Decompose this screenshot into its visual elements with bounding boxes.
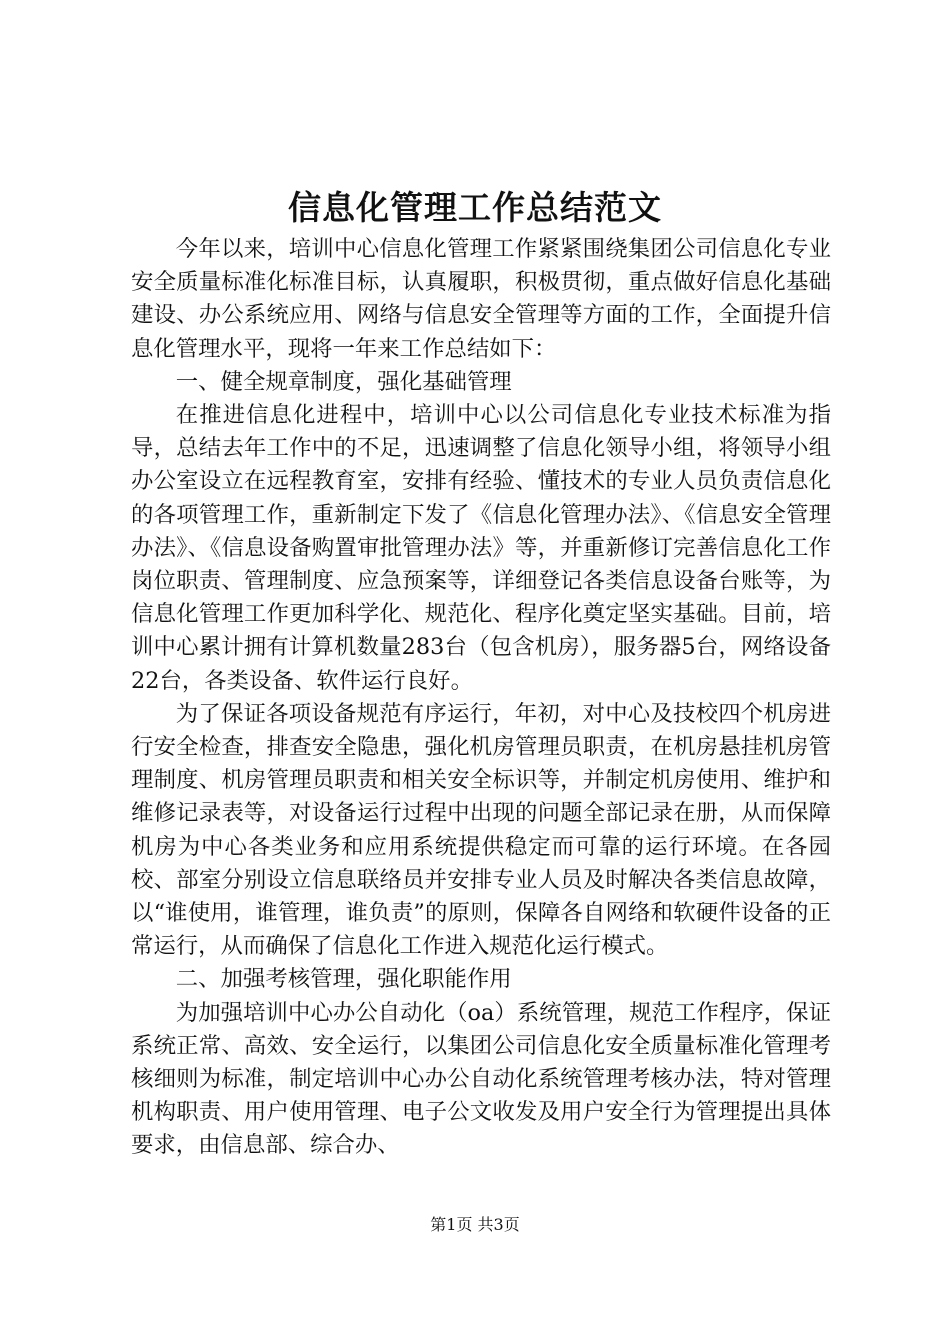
intro-paragraph: 今年以来，培训中心信息化管理工作紧紧围绕集团公司信息化专业安全质量标准化标准目标，认真履职，积极贯彻，重点做好信息化基础建设、办公系统应用、网络与信息安全管理等方面的工作，全面提升信息化管理水平，现将一年来工作总结如下：	[131, 236, 831, 362]
section-2-paragraph-1: 为加强培训中心办公自动化（oa）系统管理，规范工作程序，保证系统正常、高效、安全运行，以集团公司信息化安全质量标准化管理考核细则为标准，制定培训中心办公自动化系统管理考核办法，特对管理机构职责、用户使用管理、电子公文收发及用户安全行为管理提出具体要求，由信息部、综合办、	[131, 999, 831, 1159]
document-title: 信息化管理工作总结范文	[288, 188, 662, 227]
document-body	[131, 233, 831, 1163]
section-heading-1: 一、健全规章制度，强化基础管理	[175, 368, 512, 395]
section-1-paragraph-1: 在推进信息化进程中，培训中心以公司信息化专业技术标准为指导，总结去年工作中的不足，迅速调整了信息化领导小组，将领导小组办公室设立在远程教育室，安排有经验、懂技术的专业人员负责信息化的各项管理工作，重新制定下发了《信息化管理办法》、《信息安全管理办法》、《信息设备购置审批管理办法》等，并重新修订完善信息化工作岗位职责、管理制度、应急预案等，详细登记各类信息设备台账等，为信息化管理工作更加科学化、规范化、程序化奠定坚实基础。目前，培训中心累计拥有计算机数量283台（包含机房），服务器5台，网络设备22台，各类设备、软件运行良好。	[131, 402, 831, 694]
page-footer: 第1页 共3页	[430, 1215, 520, 1234]
section-heading-2: 二、加强考核管理，强化职能作用	[175, 966, 512, 993]
section-1-paragraph-2: 为了保证各项设备规范有序运行，年初，对中心及技校四个机房进行安全检查，排查安全隐患，强化机房管理员职责，在机房悬挂机房管理制度、机房管理员职责和相关安全标识等，并制定机房使用、维护和维修记录表等，对设备运行过程中出现的问题全部记录在册，从而保障机房为中心各类业务和应用系统提供稳定而可靠的运行环境。在各园校、部室分别设立信息联络员并安排专业人员及时解决各类信息故障，以“谁使用，谁管理，谁负责”的原则，保障各自网络和软硬件设备的正常运行，从而确保了信息化工作进入规范化运行模式。	[131, 700, 831, 960]
